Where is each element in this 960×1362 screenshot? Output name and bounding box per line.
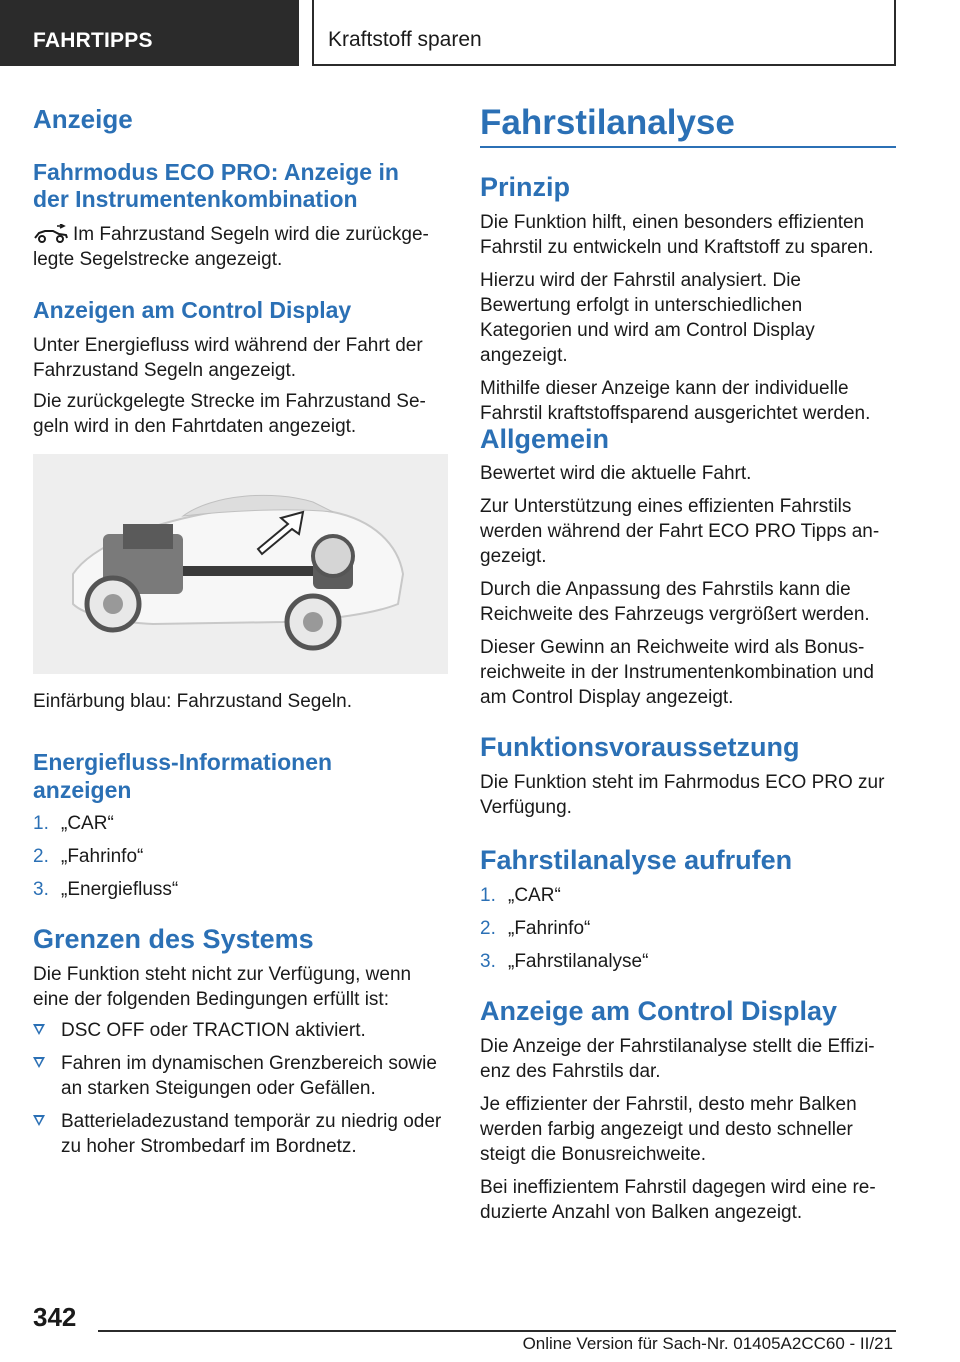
limit-text: DSC OFF oder TRACTION aktiviert. — [61, 1020, 366, 1041]
section-title-anzeige: Anzeige — [33, 104, 133, 134]
list-item — [480, 949, 896, 974]
list-item — [33, 1051, 443, 1101]
allgemein-paragraph-1: Bewertet wird die aktuelle Fahrt. — [480, 463, 752, 484]
heading-allgemein: Allgemein — [480, 424, 610, 454]
step-text: „Fahrstilanalyse“ — [508, 951, 649, 972]
list-item — [33, 877, 443, 902]
list-item — [33, 1109, 443, 1159]
limit-text: Batterieladezustand temporär zu niedrig oder zu hoher Strombedarf im Bordnetz. — [61, 1111, 442, 1157]
footer-text: Online Version für Sach-Nr. 01405A2CC60 - II/21 — [522, 1334, 893, 1353]
limits-list — [33, 1018, 443, 1159]
acd-paragraph-2: Je effizienter der Fahrstil, desto mehr Balken werden farbig angezeigt und desto schneller steigt die Bonusreichweite. — [480, 1094, 857, 1165]
bullet-triangle-icon — [33, 1115, 45, 1126]
step-number: 3. — [33, 879, 49, 900]
allgemein-paragraph-2: Zur Unterstützung eines effizienten Fahrstils werden während der Fahrt ECO PRO Tipps an-gezeigt. — [480, 496, 880, 567]
eco-text: Im Fahrzustand Segeln wird die zurückge-legte Segelstrecke angezeigt. — [33, 224, 429, 270]
prinzip-paragraph-1: Die Funktion hilft, einen besonders effizienten Fahrstil zu entwickeln und Kraftstoff zu sparen. — [480, 212, 874, 258]
step-number: 2. — [33, 846, 49, 867]
fv-paragraph: Die Funktion steht im Fahrmodus ECO PRO zur Verfügung. — [480, 772, 885, 818]
limits-intro: Die Funktion steht nicht zur Verfügung, wenn eine der folgenden Bedingungen erfüllt ist: — [33, 964, 412, 1010]
title-rule — [480, 146, 896, 148]
step-text: „Fahrinfo“ — [508, 918, 591, 939]
allgemein-paragraph-4: Dieser Gewinn an Reichweite wird als Bonus-reichweite in der Instrumentenkombination und am Control Display angezeigt. — [480, 637, 874, 708]
heading-energiefluss: Energiefluss-Informationen anzeigen — [33, 749, 333, 803]
prinzip-paragraph-2: Hierzu wird der Fahrstil analysiert. Die Bewertung erfolgt in unterschiedlichen Kategorien und wird am Control Display angezeigt. — [480, 270, 815, 366]
list-item — [33, 1018, 443, 1043]
step-text: „CAR“ — [61, 813, 114, 834]
cd-paragraph-2: Die zurückgelegte Strecke im Fahrzustand Se-geln wird in den Fahrtdaten angezeigt. — [33, 391, 426, 437]
step-text: „Fahrinfo“ — [61, 846, 144, 867]
footer-rule — [98, 1330, 896, 1332]
chapter-tab: FAHRTIPPS — [0, 0, 299, 66]
figure-caption: Einfärbung blau: Fahrzustand Segeln. — [33, 691, 352, 712]
heading-aufrufen: Fahrstilanalyse aufrufen — [480, 845, 793, 875]
allgemein-paragraph-3: Durch die Anpassung des Fahrstils kann die Reichweite des Fahrzeugs vergrößert werden. — [480, 579, 870, 625]
page-number: 342 — [33, 1302, 77, 1332]
acd-paragraph-1: Die Anzeige der Fahrstilanalyse stellt die Effizi-enz des Fahrstils dar. — [480, 1036, 875, 1082]
list-item — [33, 811, 443, 836]
acd-paragraph-3: Bei ineffizientem Fahrstil dagegen wird eine re-duzierte Anzahl von Balken angezeigt. — [480, 1177, 876, 1223]
topic-tab: Kraftstoff sparen — [312, 0, 896, 66]
cd-paragraph-1: Unter Energiefluss wird während der Fahrt der Fahrzustand Segeln angezeigt. — [33, 335, 423, 381]
step-text: „CAR“ — [508, 885, 561, 906]
list-item — [33, 844, 443, 869]
aufrufen-steps — [480, 883, 896, 974]
bullet-triangle-icon — [33, 1024, 45, 1035]
heading-anzeige-control-display: Anzeige am Control Display — [480, 996, 838, 1026]
step-number: 1. — [480, 885, 496, 906]
step-number: 1. — [33, 813, 49, 834]
page-title: Fahrstilanalyse — [480, 103, 735, 142]
prinzip-paragraph-3: Mithilfe dieser Anzeige kann der individuelle Fahrstil kraftstoffsparend ausgerichtet werden. — [480, 378, 871, 424]
bullet-triangle-icon — [33, 1057, 45, 1068]
list-item — [480, 883, 896, 908]
heading-funktionsvoraussetzung: Funktionsvoraussetzung — [480, 732, 800, 762]
heading-grenzen: Grenzen des Systems — [33, 924, 314, 954]
heading-control-display: Anzeigen am Control Display — [33, 297, 352, 323]
heading-eco-pro: Fahrmodus ECO PRO: Anzeige in der Instrumentenkombination — [33, 159, 399, 212]
heading-prinzip: Prinzip — [480, 172, 571, 202]
energy-steps — [33, 811, 443, 902]
step-number: 2. — [480, 918, 496, 939]
eco-paragraph — [33, 222, 443, 272]
step-number: 3. — [480, 951, 496, 972]
step-text: „Energiefluss“ — [61, 879, 179, 900]
coasting-car-icon — [0, 224, 29, 244]
limit-text: Fahren im dynamischen Grenzbereich sowie an starken Steigungen oder Gefällen. — [61, 1053, 437, 1099]
list-item — [480, 916, 896, 941]
car-illustration — [33, 454, 448, 674]
